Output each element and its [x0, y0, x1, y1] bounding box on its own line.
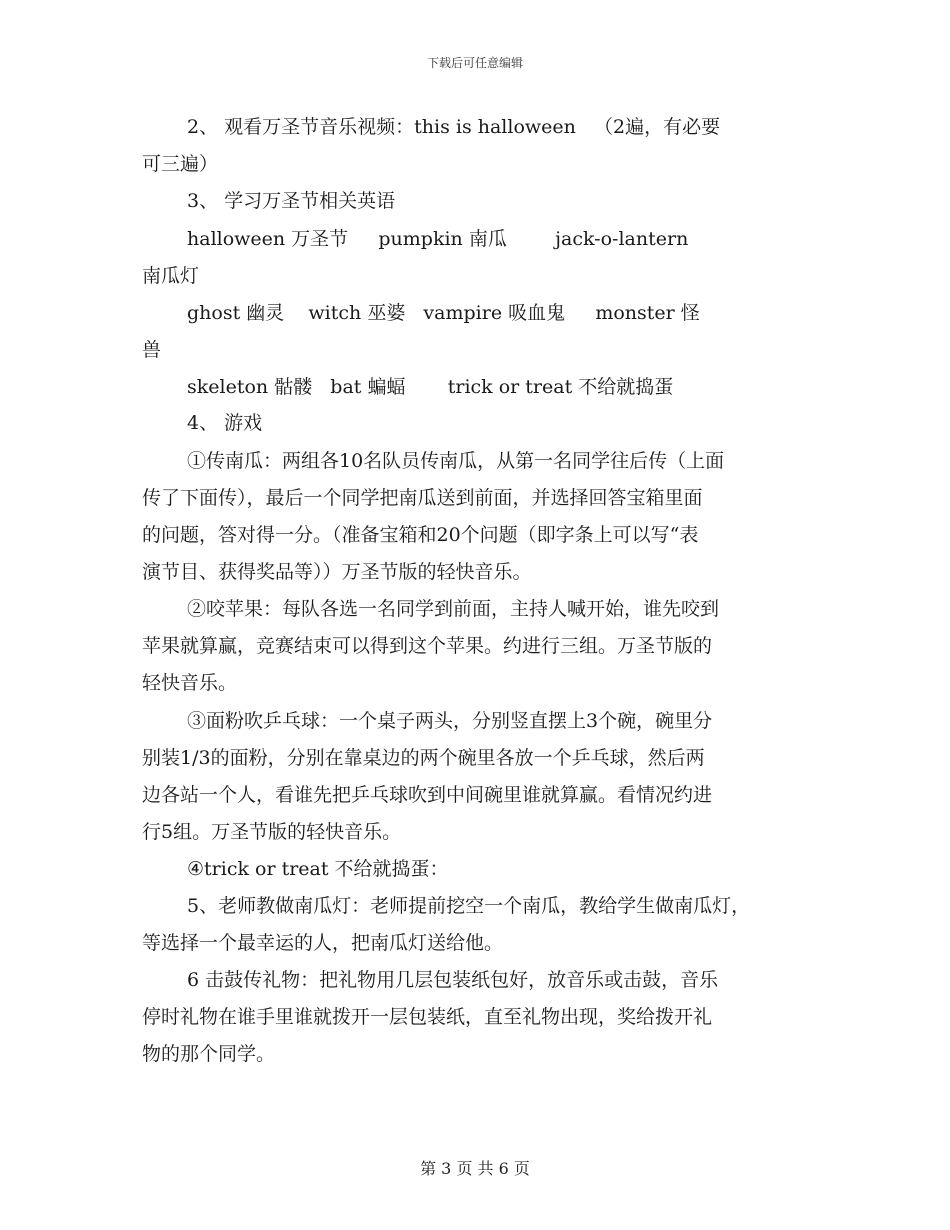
text-line: 兽 [142, 339, 162, 361]
text-line: 南瓜灯 [142, 265, 200, 287]
text-line: 苹果就算赢，竞赛结束可以得到这个苹果。约进行三组。万圣节版的 [142, 635, 713, 657]
text-line: 轻快音乐。 [142, 672, 238, 694]
text-line: ③面粉吹乒乓球：一个桌子两头，分别竖直摆上3个碗，碗里分 [187, 710, 713, 732]
text-line: 行5组。万圣节版的轻快音乐。 [142, 821, 402, 843]
text-line: 停时礼物在谁手里谁就拨开一层包装纸，直至礼物出现，奖给拨开礼 [142, 1006, 713, 1028]
text-line: 等选择一个最幸运的人，把南瓜灯送给他。 [142, 932, 504, 954]
text-line: halloween 万圣节 pumpkin 南瓜 jack-o-lantern [187, 228, 689, 250]
text-line: 物的那个同学。 [142, 1043, 276, 1065]
text-line: ①传南瓜：两组各10名队员传南瓜，从第一名同学往后传（上面 [187, 450, 725, 472]
text-line: 演节目、获得奖品等））万圣节版的轻快音乐。 [142, 561, 532, 583]
text-line: 2、 观看万圣节音乐视频：this is halloween （2遍，有必要 [187, 116, 721, 138]
page-header: 下载后可任意编辑 [426, 56, 523, 70]
text-line: skeleton 骷髅 bat 蝙蝠 trick or treat 不给就捣蛋 [187, 376, 674, 398]
text-line: 3、 学习万圣节相关英语 [187, 190, 396, 212]
page-footer: 第 3 页 共 6 页 [420, 1159, 530, 1178]
text-line: 的问题，答对得一分。（准备宝箱和20个问题（即字条上可以写“表 [142, 524, 699, 546]
text-line: 6 击鼓传礼物：把礼物用几层包装纸包好，放音乐或击鼓，音乐 [187, 969, 719, 991]
text-line: 5、老师教做南瓜灯：老师提前挖空一个南瓜，教给学生做南瓜灯， [187, 895, 751, 917]
text-line: 别装1/3的面粉，分别在靠桌边的两个碗里各放一个乒乓球，然后两 [142, 747, 705, 769]
text-line: 边各站一个人，看谁先把乒乓球吹到中间碗里谁就算赢。看情况约进 [142, 784, 713, 806]
text-line: ②咬苹果：每队各选一名同学到前面，主持人喊开始，谁先咬到 [187, 598, 720, 620]
text-line: ghost 幽灵 witch 巫婆 vampire 吸血鬼 monster 怪 [187, 302, 700, 324]
text-line: ④trick or treat 不给就捣蛋： [187, 858, 449, 880]
text-line: 可三遍） [142, 153, 219, 175]
text-line: 4、 游戏 [187, 412, 263, 434]
text-line: 传了下面传），最后一个同学把南瓜送到前面，并选择回答宝箱里面 [142, 487, 703, 509]
